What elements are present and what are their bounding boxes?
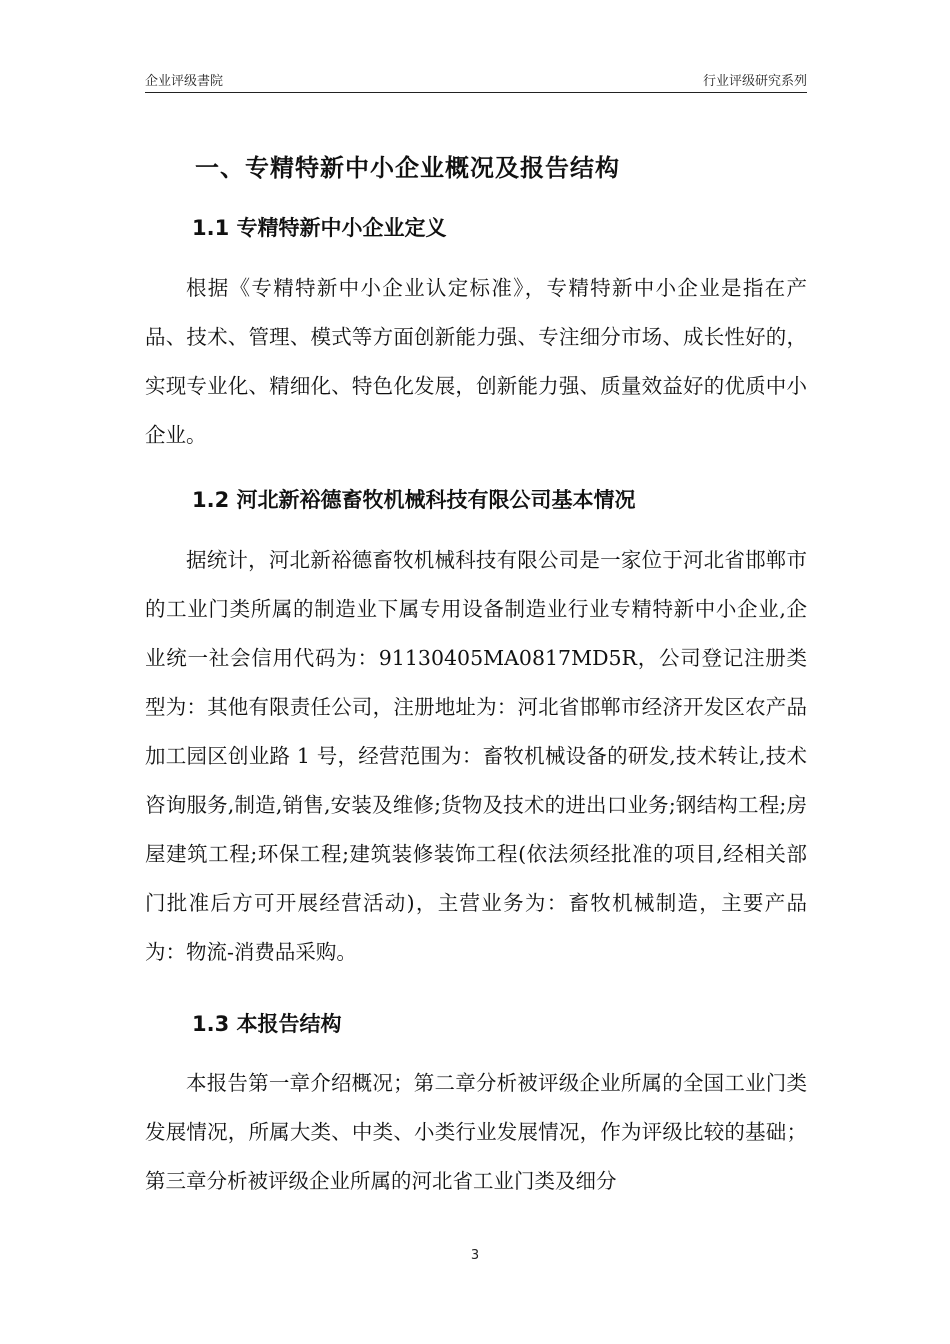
section-1-1-paragraph: 根据《专精特新中小企业认定标准》，专精特新中小企业是指在产品、技术、管理、模式等方面创新能力强、专注细分市场、成长性好的，实现专业化、精细化、特色化发展，创新能力强、质量效益好的优质中小企业。 bbox=[145, 276, 807, 447]
section-1-2-paragraph: 据统计，河北新裕德畜牧机械科技有限公司是一家位于河北省邯郸市的工业门类所属的制造业下属专用设备制造业行业专精特新中小企业,企业统一社会信用代码为：91130405MA0817MD5R，公司登记注册类型为：其他有限责任公司，注册地址为：河北省邯郸市经济开发区农产品加工园区创业路 1 号，经营范围为：畜牧机械设备的研发,技术转让,技术咨询服务,制造,销售,安装及维修;货物及技术的进出口业务;钢结构工程;房屋建筑工程;环保工程;建筑装修装饰工程(依法须经批准的项目,经相关部门批准后方可开展经营活动)，主营业务为：畜牧机械制造，主要产品为：物流-消费品采购。 bbox=[145, 548, 807, 964]
section-1-1-title: 1.1 专精特新中小企业定义 bbox=[192, 216, 447, 240]
page-header bbox=[145, 70, 807, 93]
section-1-3-paragraph: 本报告第一章介绍概况；第二章分析被评级企业所属的全国工业门类发展情况，所属大类、中类、小类行业发展情况，作为评级比较的基础；第三章分析被评级企业所属的河北省工业门类及细分 bbox=[145, 1071, 807, 1193]
page-number: 3 bbox=[470, 1248, 480, 1263]
section-1-2-title: 1.2 河北新裕德畜牧机械科技有限公司基本情况 bbox=[192, 488, 636, 512]
header-publisher: 企业评级書院 bbox=[145, 74, 224, 89]
header-series: 行业评级研究系列 bbox=[702, 74, 807, 89]
section-1-3-title: 1.3 本报告结构 bbox=[192, 1012, 342, 1036]
chapter-title: 一、专精特新中小企业概况及报告结构 bbox=[195, 154, 620, 182]
